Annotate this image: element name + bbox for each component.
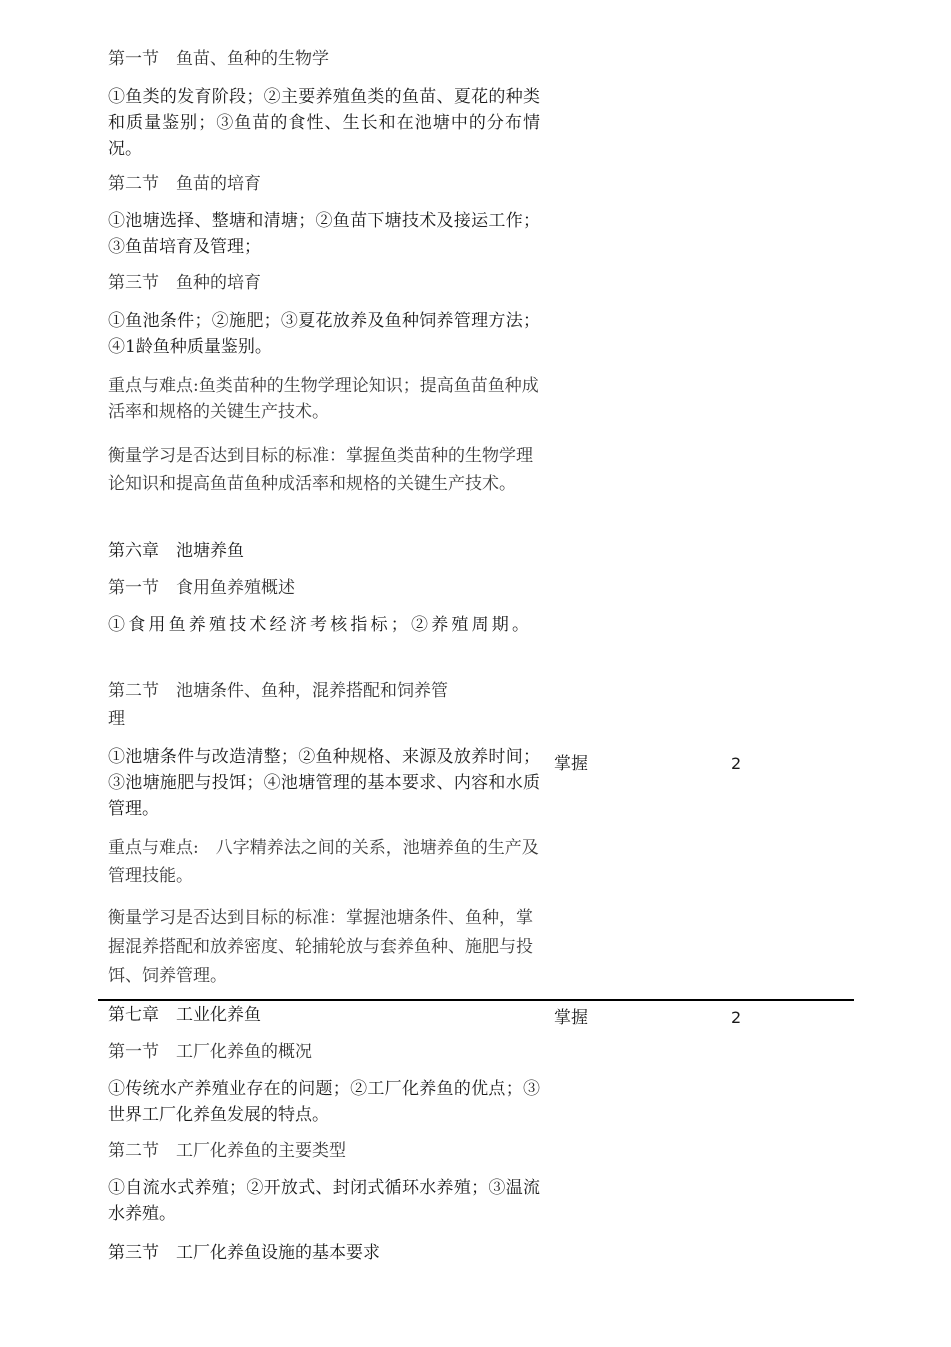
section-body: ①鱼类的发育阶段；②主要养殖鱼类的鱼苗、夏花的种类和质量鉴别；③鱼苗的食性、生长和在池塘中的分布情况。 xyxy=(108,87,540,159)
key-points: 重点与难点:鱼类苗种的生物学理论知识；提高鱼苗鱼种成活率和规格的关键生产技术。 xyxy=(108,376,539,422)
assessment-standard: 衡量学习是否达到目标的标准：掌握池塘条件、鱼种，掌握混养搭配和放养密度、轮捕轮放与套养鱼种、施肥与投饵、饲养管理。 xyxy=(108,908,533,986)
section-title: 第一节 鱼苗、鱼种的生物学 xyxy=(108,49,329,69)
section-title: 第一节 食用鱼养殖概述 xyxy=(108,578,295,598)
section-body: ①传统水产养殖业存在的问题；②工厂化养鱼的优点；③世界工厂化养鱼发展的特点。 xyxy=(108,1079,540,1125)
section-body: ①自流水式养殖；②开放式、封闭式循环水养殖；③温流水养殖。 xyxy=(108,1178,540,1224)
table-row-divider xyxy=(98,999,854,1001)
section-title: 第二节 鱼苗的培育 xyxy=(108,174,261,194)
section-body: ①鱼池条件；②施肥；③夏花放养及鱼种饲养管理方法；④1龄鱼种质量鉴别。 xyxy=(108,311,540,357)
requirement-level: 掌握 xyxy=(554,754,588,774)
section-title: 第二节 工厂化养鱼的主要类型 xyxy=(108,1141,346,1161)
section-title: 第二节 池塘条件、鱼种，混养搭配和饲养管 xyxy=(108,681,448,701)
requirement-level: 掌握 xyxy=(554,1008,588,1028)
section-body: ①池塘条件与改造清整；②鱼种规格、来源及放养时间；③池塘施肥与投饵；④池塘管理的基本要求、内容和水质管理。 xyxy=(108,747,540,819)
chapter-title: 第六章 池塘养鱼 xyxy=(108,541,244,561)
section-title: 第三节 工厂化养鱼设施的基本要求 xyxy=(108,1243,380,1263)
assessment-standard: 衡量学习是否达到目标的标准：掌握鱼类苗种的生物学理论知识和提高鱼苗鱼种成活率和规格的关键生产技术。 xyxy=(108,446,533,494)
class-hours: 2 xyxy=(731,754,742,773)
section-title: 第一节 工厂化养鱼的概况 xyxy=(108,1042,312,1062)
section-body: ①池塘选择、整塘和清塘；②鱼苗下塘技术及接运工作；③鱼苗培育及管理； xyxy=(108,211,540,257)
section-title-continued: 理 xyxy=(108,709,125,729)
chapter-title: 第七章 工业化养鱼 xyxy=(108,1005,261,1025)
key-points: 重点与难点: 八字精养法之间的关系，池塘养鱼的生产及管理技能。 xyxy=(108,838,539,886)
class-hours: 2 xyxy=(731,1008,742,1027)
section-body: ①食用鱼养殖技术经济考核指标；②养殖周期。 xyxy=(108,615,533,635)
section-title: 第三节 鱼种的培育 xyxy=(108,273,261,293)
